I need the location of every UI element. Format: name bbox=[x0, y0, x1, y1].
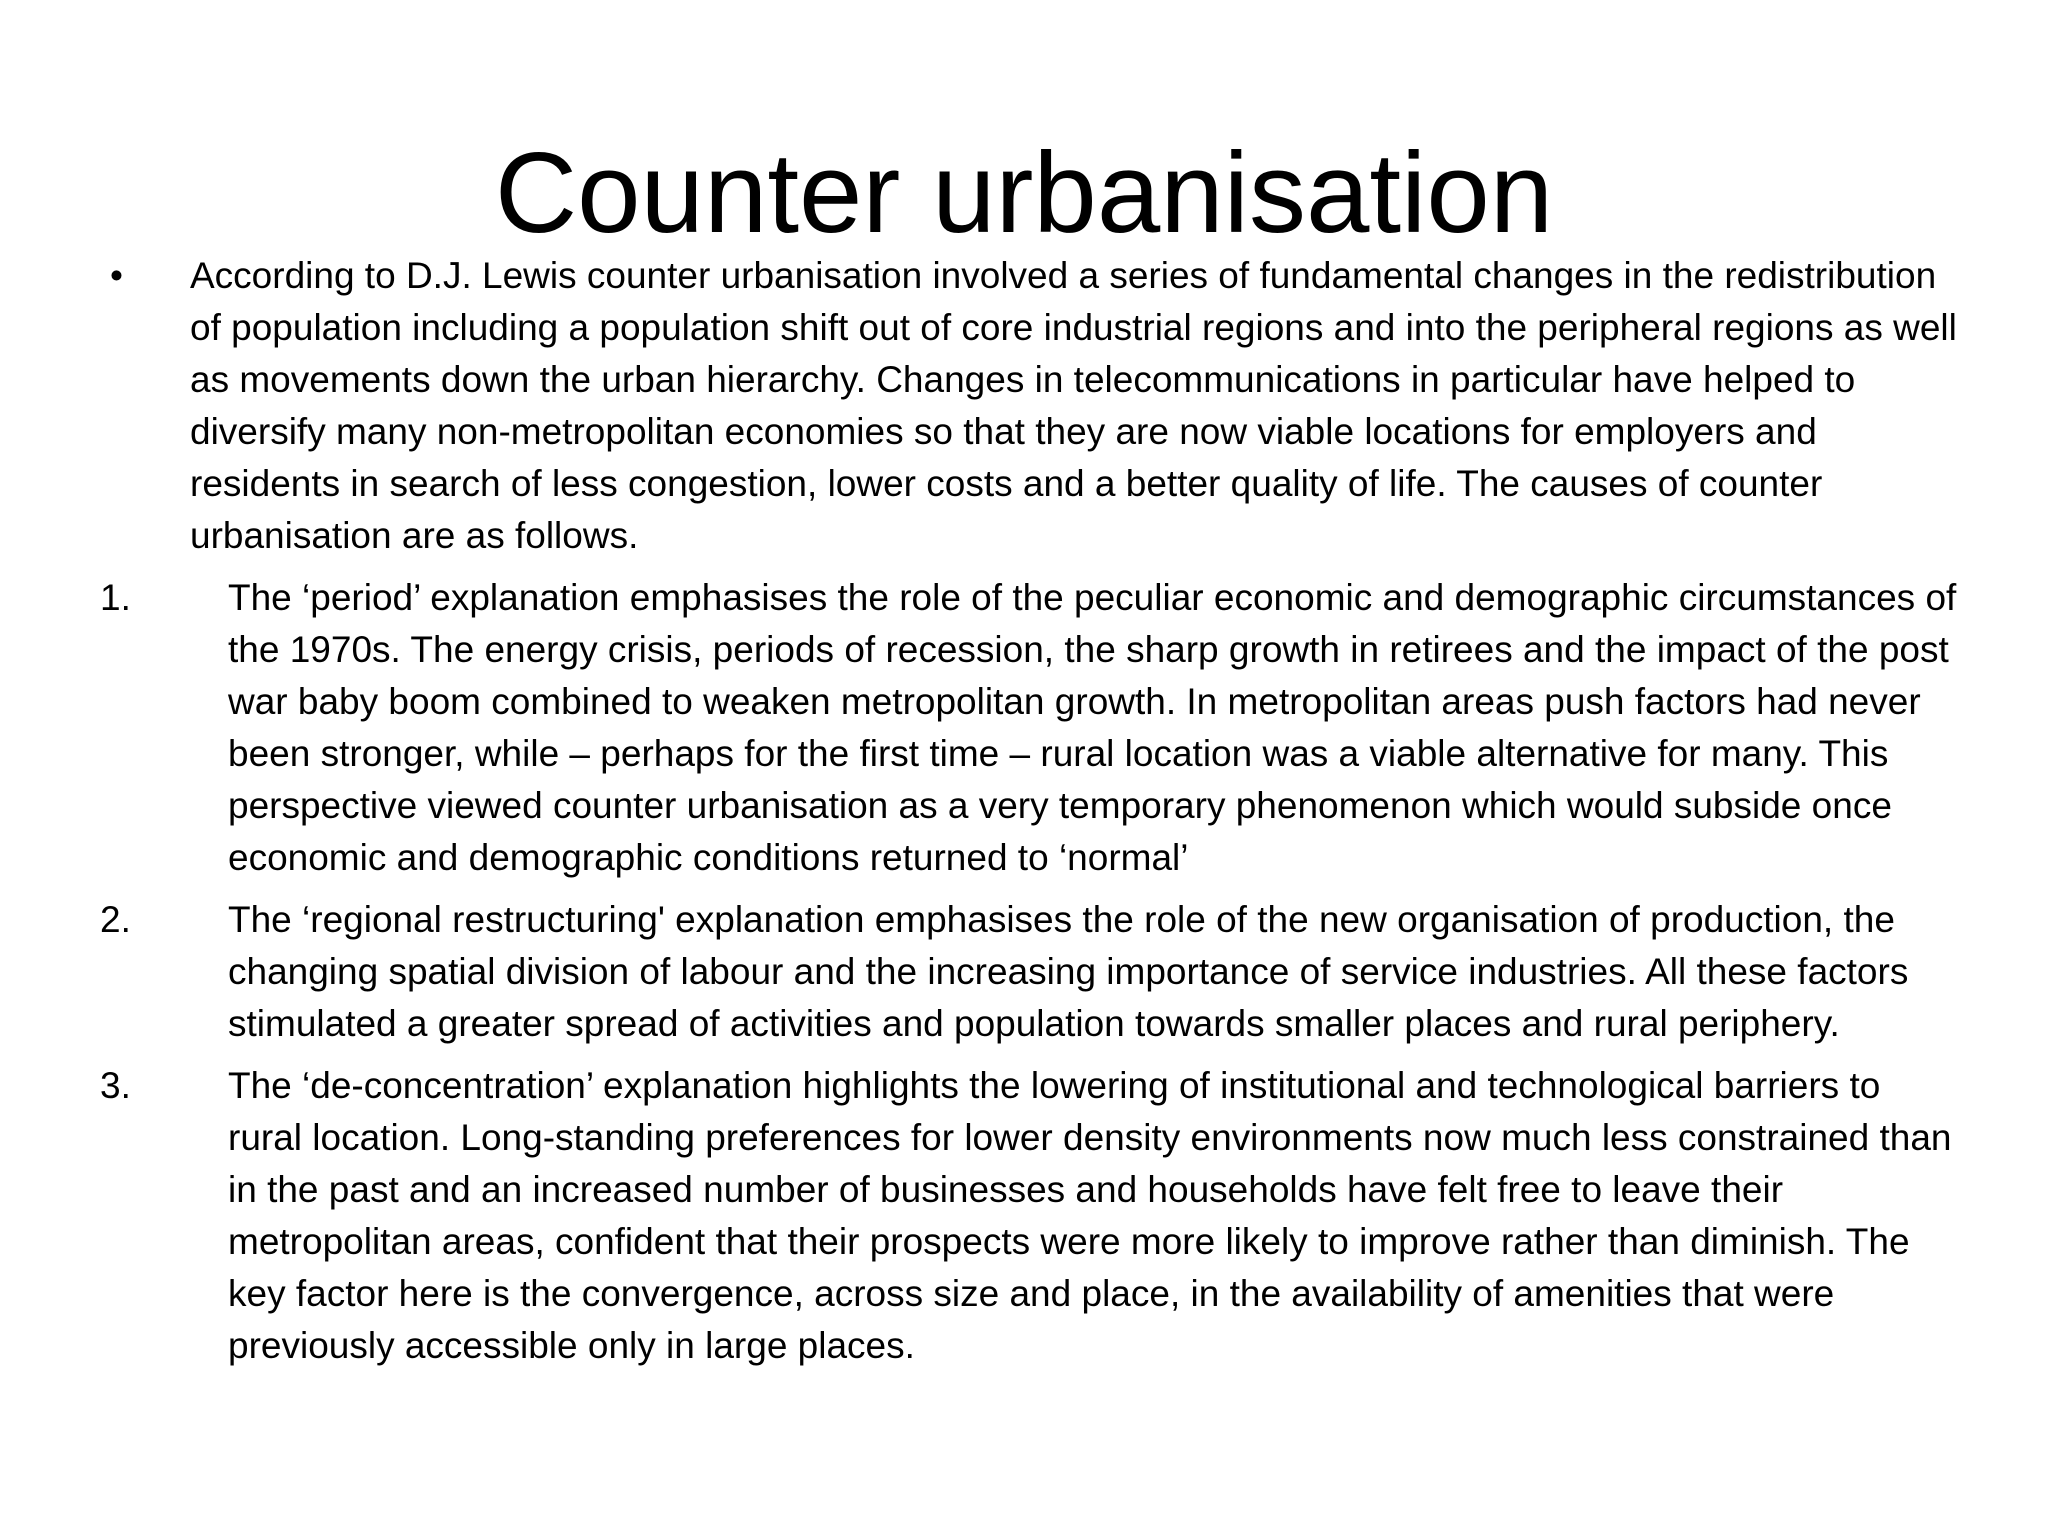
item-text: The ‘regional restructuring' explanation emphasises the role of the new organisation of production, the changing spatial division of labour and the increasing importance of service industries. All these factors stimulated a greater spread of activities and population towards smaller places and rural periphery. bbox=[228, 899, 1909, 1044]
numbered-item-1 bbox=[100, 572, 1960, 884]
item-text: The ‘period’ explanation emphasises the role of the peculiar economic and demographic circumstances of the 1970s. The energy crisis, periods of recession, the sharp growth in retirees and the impact of the post war baby boom combined to weaken metropolitan growth. In metropolitan areas push factors had never been stronger, while – perhaps for the first time – rural location was a viable alternative for many. This perspective viewed counter urbanisation as a very temporary phenomenon which would subside once economic and demographic conditions returned to ‘normal’ bbox=[228, 577, 1957, 878]
slide-title: Counter urbanisation bbox=[494, 130, 1554, 257]
numbered-item-2 bbox=[100, 894, 1960, 1050]
item-text: The ‘de-concentration’ explanation highlights the lowering of institutional and technological barriers to rural location. Long-standing preferences for lower density environments now much less constrained than in the past and an increased number of businesses and households have felt free to leave their metropolitan areas, confident that their prospects were more likely to improve rather than diminish. The key factor here is the convergence, across size and place, in the availability of amenities that were previously accessible only in large places. bbox=[228, 1065, 1952, 1366]
item-number: 2. bbox=[100, 899, 131, 940]
intro-text: According to D.J. Lewis counter urbanisation involved a series of fundamental changes in the redistribution of population including a population shift out of core industrial regions and into the peripheral regions as well as movements down the urban hierarchy. Changes in telecommunications in particular have helped to diversify many non-metropolitan economies so that they are now viable locations for employers and residents in search of less congestion, lower costs and a better quality of life. The causes of counter urbanisation are as follows. bbox=[190, 255, 1957, 556]
slide-body bbox=[100, 250, 1960, 1382]
item-number: 3. bbox=[100, 1065, 131, 1106]
item-number: 1. bbox=[100, 577, 131, 618]
bullet-marker: • bbox=[110, 255, 123, 296]
numbered-item-3 bbox=[100, 1060, 1960, 1372]
intro-bullet bbox=[100, 250, 1960, 562]
